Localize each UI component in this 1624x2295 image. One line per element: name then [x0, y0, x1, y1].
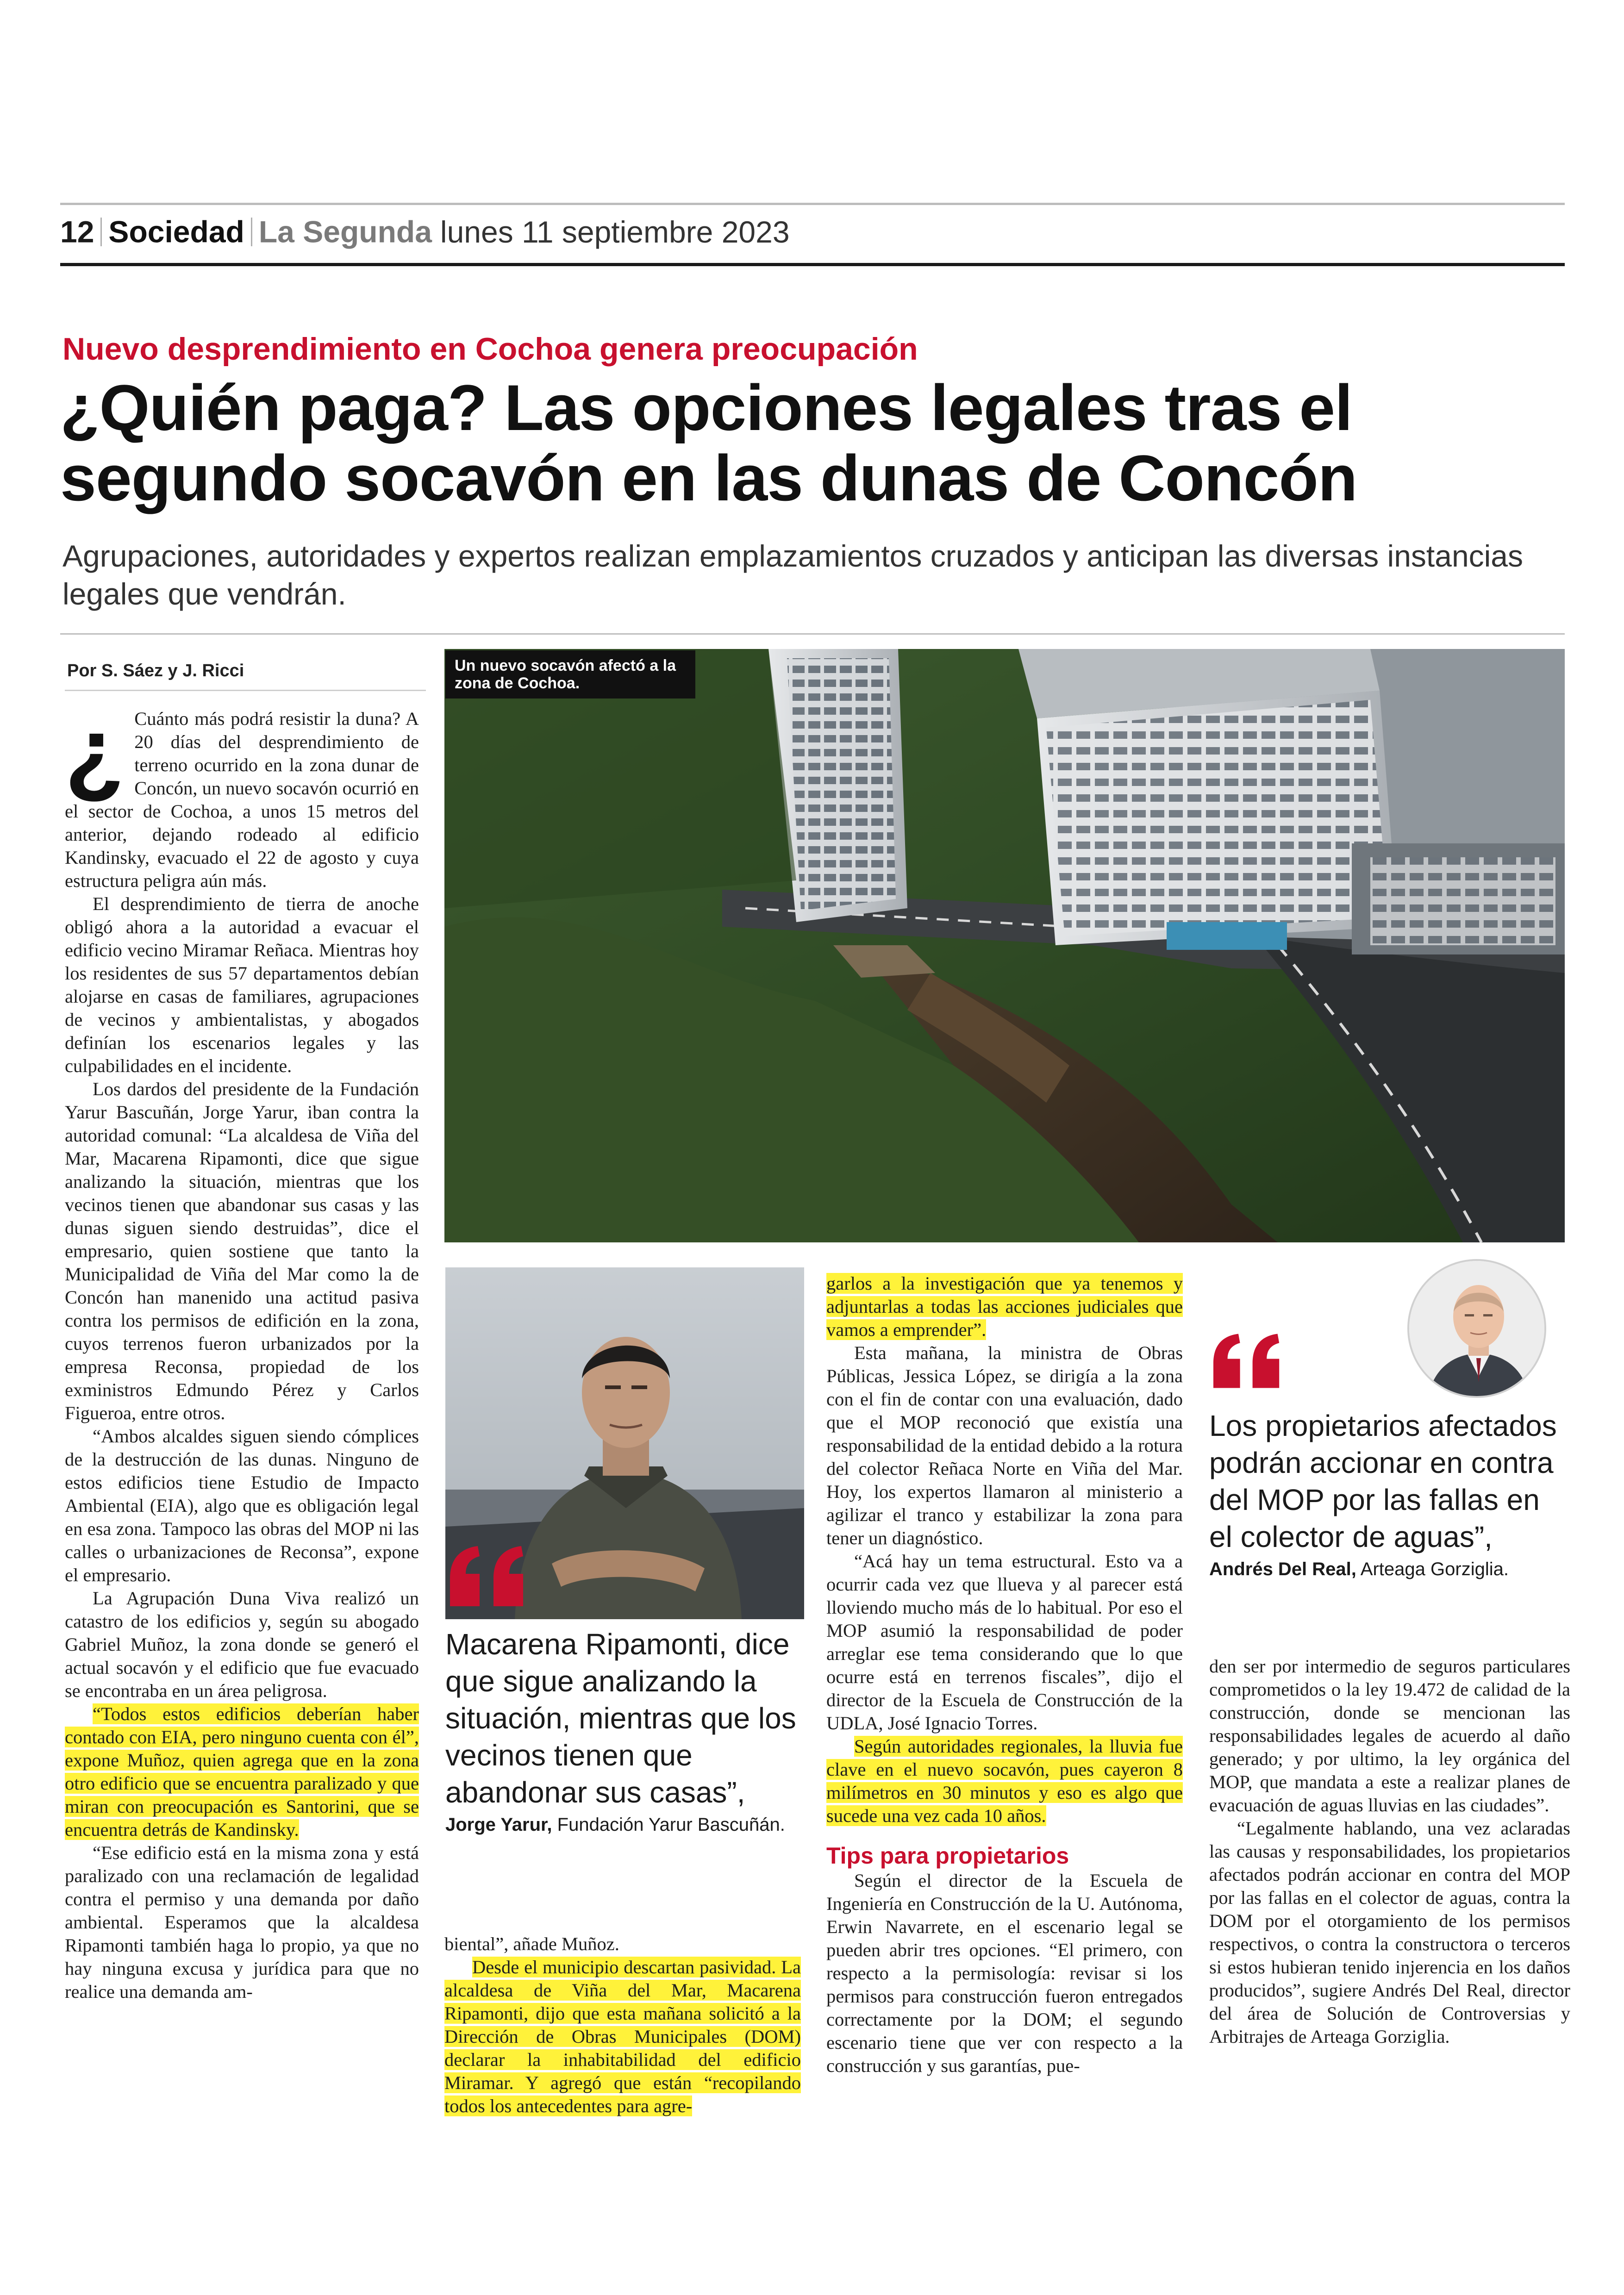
- pull-quote-text: Macarena Ripamonti, dice que sigue analizando la situación, mientras que los vecinos tienen que abandonar sus casas”,: [445, 1628, 796, 1809]
- byline: Por S. Sáez y J. Ricci: [67, 661, 244, 680]
- paragraph: den ser por intermedio de seguros particulares comprometidos o la ley 19.472 de calidad de la construcción, donde se mencionan las responsabilidades legales de acuerdo al daño generado; y por ultimo, la ley orgánica del MOP, que mandata a este a realizar planes de evacuación de aguas lluvias en las ciudades”.: [1209, 1656, 1570, 1815]
- article-deck: Agrupaciones, autoridades y expertos realizan emplazamientos cruzados y anticipan las diversas instancias legales que vendrán.: [62, 539, 1524, 611]
- page-header: [60, 208, 847, 250]
- pull-quote-attribution: [445, 1814, 802, 1836]
- header-divider: [251, 218, 252, 246]
- paragraph: La Agrupación Duna Viva realizó un catastro de los edificios y, según su abogado Gabriel Muñoz, la zona donde se generó el actual socavón y el edificio que fue evacuado se encontraba en un área peligrosa.: [65, 1588, 419, 1701]
- photo-caption: Un nuevo socavón afectó a la zona de Cochoa.: [445, 650, 695, 698]
- highlighted-paragraph: Según autoridades regionales, la lluvia fue clave en el nuevo socavón, pues cayeron 8 milímetros en 30 minutos y eso es algo que sucede una vez cada 10 años.: [826, 1736, 1183, 1826]
- article-kicker: Nuevo desprendimiento en Cochoa genera preocupación: [62, 331, 918, 367]
- pull-quote-del-real: [1209, 1407, 1561, 1580]
- column-2: [444, 1933, 801, 2118]
- highlighted-paragraph: garlos a la investigación que ya tenemos y adjuntarlas a todas las acciones judiciales que vamos a emprender”.: [826, 1273, 1183, 1340]
- quote-affiliation: Arteaga Gorziglia.: [1360, 1559, 1509, 1579]
- pull-quote-yarur: [445, 1626, 802, 1836]
- paragraph: Los dardos del presidente de la Fundación Yarur Bascuñán, Jorge Yarur, iban contra la autoridad comunal: “La alcaldesa de Viña del Mar, Macarena Ripamonti, dice que sigue analizando la situación, mientras que los vecinos tienen que abandonar sus casas y las dunas siguen siendo destruidas”, dice el empresario, quien sostiene que tanto la Municipalidad de Viña del Mar como la de Concón han manenido una actitud pasiva contra los permisos de edifición en la zona, cuyos terrenos fueron urbanizados por la empresa Reconsa, propiedad de los exministros Edmundo Pérez y Carlos Figueroa, entre otros.: [65, 1079, 419, 1423]
- paragraph: “Legalmente hablando, una vez aclaradas las causas y responsabilidades, los propietarios afectados podrán accionar en contra del MOP por las fallas en el colector de aguas, contra la DOM por el otorgamiento de los permisos respectivos, o contra la constructora o terceros si estos hubieran tenido injerencia en los daños producidos”, sugiere Andrés Del Real, director del área de Solución de Controversias y Arbitrajes de Arteaga Gorziglia.: [1209, 1818, 1570, 2047]
- headshot-andres-del-real: [1407, 1259, 1546, 1398]
- paragraph: “Ese edificio está en la misma zona y está paralizado con una reclamación de legalidad contra el permiso y una demanda por daño ambiental. Esperamos que la alcaldesa Ripamonti también haga lo propio, ya que no hay ninguna excusa y jurídica para que no realice una demanda am-: [65, 1842, 419, 2002]
- quote-affiliation: Fundación Yarur Bascuñán.: [557, 1815, 785, 1835]
- header-divider: [100, 218, 102, 246]
- column-4: [1209, 1655, 1570, 2048]
- aerial-photo-illustration: [444, 649, 1565, 1242]
- quote-mark-icon-shape: [1209, 1328, 1293, 1393]
- subhead-tips: Tips para propietarios: [826, 1843, 1069, 1869]
- headshot-illustration: [1409, 1261, 1546, 1398]
- article-headline: ¿Quién paga? Las opciones legales tras el segundo socavón en las dunas de Concón: [60, 371, 1357, 514]
- column-1: [65, 697, 419, 2003]
- highlighted-paragraph: “Todos estos edificios deberían haber contado con EIA, pero ninguno cuenta con él”, expone Muñoz, quien agrega que en la zona otro edificio que se encuentra paralizado y que miran con preocupación es Santorini, que se encuentra detrás de Kandinsky.: [65, 1703, 419, 1840]
- quote-mark-icon-shape: [445, 1541, 538, 1611]
- pull-quote-attribution: [1209, 1558, 1561, 1580]
- lead-paragraph: ¿ Cuánto más podrá resistir la duna? A 20 días del desprendimiento de terreno ocurrido en la zona dunar de Concón, un nuevo socavón ocurrió en el sector de Cochoa, a unos 15 metros del anterior, dejando rodeado al edificio Kandinsky, evacuado el 22 de agosto y cuya estructura peligra aún más.: [65, 697, 419, 891]
- publication-name: La Segunda: [258, 214, 432, 249]
- drop-cap: ¿: [65, 697, 125, 806]
- paragraph: biental”, añade Muñoz.: [444, 1933, 619, 1954]
- paragraph: Según el director de la Escuela de Ingeniería en Construcción de la U. Autónoma, Erwin Navarrete, en el escenario legal se pueden abrir tres opciones. “El primero, con respecto a la permisología: revisar si los permisos para construcción fueron entregados correctamente por la DOM; el segundo escenario tiene que ver con respecto a la construcción y sus garantías, pue-: [826, 1870, 1183, 2076]
- header-rule: [60, 263, 1565, 266]
- aerial-photo-cochoa: [444, 649, 1565, 1242]
- quote-mark-icon: [445, 1541, 538, 1611]
- section-name: Sociedad: [108, 214, 244, 249]
- quote-author: Andrés Del Real,: [1209, 1559, 1356, 1579]
- column-3: [826, 1272, 1183, 2077]
- pull-quote-text: Los propietarios afectados podrán accionar en contra del MOP por las fallas en el colector de aguas”,: [1209, 1409, 1557, 1553]
- paragraph: Esta mañana, la ministra de Obras Públicas, Jessica López, se dirigía a la zona con el fin de contar con una evaluación, dado que el MOP reconoció que existía una responsabilidad de la entidad debido a la rotura del colector Reñaca Norte en Viña del Mar. Hoy, los expertos llamaron al ministerio a agilizar el tranco y estabilizar la zona para tener un diagnóstico.: [826, 1342, 1183, 1548]
- highlighted-paragraph: Desde el municipio descartan pasividad. La alcaldesa de Viña del Mar, Macarena Ripamonti, dijo que esta mañana solicitó a la Dirección de Obras Municipales (DOM) declarar la inhabitabilidad del edificio Miramar. Y agregó que están “recopilando todos los antecedentes para agre-: [444, 1957, 801, 2116]
- page-number: 12: [60, 214, 94, 249]
- issue-date: lunes 11 septiembre 2023: [440, 214, 790, 249]
- byline-rule: [65, 690, 426, 691]
- quote-mark-icon: [1209, 1328, 1293, 1393]
- paragraph: El desprendimiento de tierra de anoche obligó ahora a la autoridad a evacuar el edificio vecino Miramar Reñaca. Mientras hoy los residentes de sus 57 departamentos debían alojarse en casas de familiares, agrupaciones de vecinos y ambientalistas, y abogados definían los escenarios legales y las culpabilidades en el incidente.: [65, 893, 419, 1076]
- paragraph: “Acá hay un tema estructural. Esto va a ocurrir cada vez que llueva y al parecer está lloviendo mucho más de lo habitual. Por eso el MOP asumió la responsabilidad de poder arreglar ese tema considerando que lo que ocurre está en terrenos fiscales”, dijo el director de la Escuela de Construcción de la UDLA, José Ignacio Torres.: [826, 1551, 1183, 1734]
- quote-author: Jorge Yarur,: [445, 1815, 552, 1835]
- paragraph: “Ambos alcaldes siguen siendo cómplices de la destrucción de las dunas. Ninguno de estos edificios tiene Estudio de Impacto Ambiental (EIA), algo que es obligación legal en esa zona. Tampoco las obras del MOP ni las calles o urbanizaciones de Reconsa”, expone el empresario.: [65, 1426, 419, 1585]
- top-rule: [60, 203, 1565, 205]
- deck-rule: [60, 633, 1565, 635]
